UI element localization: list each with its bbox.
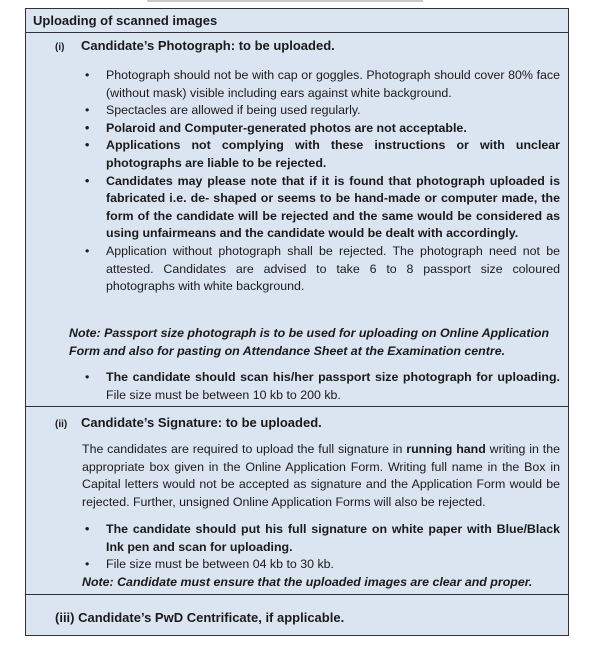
section-heading-signature xyxy=(55,415,322,430)
instructions-box xyxy=(25,8,569,636)
photograph-upload-list xyxy=(82,369,560,404)
bullet-icon: • xyxy=(85,522,90,536)
signature-paragraph: The candidates are required to upload the full signature in running hand writing in the appropriate box given in the Online Application Form. Writing full name in the Box in Capital letters would not be accepted as signature and the Application Form would be rejected. Further, unsigned Online Application Forms will also be rejected. xyxy=(82,442,560,509)
list-item: • Application without photograph shall be rejected. The photograph need not be attested. Candidates are advised to take 6 to 8 passport size coloured photographs with white background. xyxy=(85,243,560,294)
section-heading-text: Candidate’s Signature: to be uploaded. xyxy=(81,415,322,430)
section-signature xyxy=(26,407,568,595)
photograph-note: Note: Passport size photograph is to be used for uploading on Online Application Form and also for pasting on Attendance Sheet at the Examination centre. xyxy=(69,326,550,358)
bullet-icon: • xyxy=(85,103,90,118)
bullet-icon: • xyxy=(85,68,90,82)
bullet-icon: • xyxy=(85,243,90,258)
signature-rules-list xyxy=(82,521,560,574)
bullet-icon: • xyxy=(85,120,90,135)
section-pwd-certificate xyxy=(26,595,568,636)
bullet-icon: • xyxy=(85,557,90,572)
list-item: • File size must be between 04 kb to 30 kb. xyxy=(82,556,560,574)
bullet-icon: • xyxy=(85,138,90,153)
section-heading-pwd: (iii) Candidate’s PwD Centrificate, if applicable. xyxy=(55,610,345,625)
bullet-icon: • xyxy=(85,370,90,384)
box-title: Uploading of scanned images xyxy=(26,9,568,33)
list-item: • Spectacles are allowed if being used regularly. xyxy=(82,102,560,120)
list-item: • The candidate should scan his/her passport size photograph for uploading. File size must be between 10 kb to 200 kb. xyxy=(85,370,560,402)
list-item: • Applications not complying with these instructions or with unclear photographs are liable to be rejected. xyxy=(85,138,560,170)
list-item: • Candidates may please note that if it is found that photograph uploaded is fabricated i.e. de- shaped or seems to be hand-made or computer made, the form of the candidate will be rejected and the same would be considered as using unfairmeans and the candidate would be dealt with accordingly. xyxy=(85,173,560,241)
photograph-rules-list xyxy=(82,67,560,296)
list-item: • Polaroid and Computer-generated photos are not acceptable. xyxy=(82,120,560,138)
top-rule xyxy=(147,0,423,2)
bullet-icon: • xyxy=(85,173,90,188)
section-number: (i) xyxy=(55,42,65,53)
section-number: (ii) xyxy=(55,419,68,430)
list-item: • Photograph should not be with cap or goggles. Photograph should cover 80% face (without mask) visible including ears against white background. xyxy=(85,68,560,100)
section-photograph xyxy=(26,33,568,407)
list-item: • The candidate should put his full signature on white paper with Blue/Black Ink pen and scan for uploading. xyxy=(85,522,560,554)
signature-note: Note: Candidate must ensure that the uploaded images are clear and proper. xyxy=(82,575,533,589)
section-heading-text: Candidate’s Photograph: to be uploaded. xyxy=(81,38,335,53)
section-heading-photograph xyxy=(55,38,335,53)
